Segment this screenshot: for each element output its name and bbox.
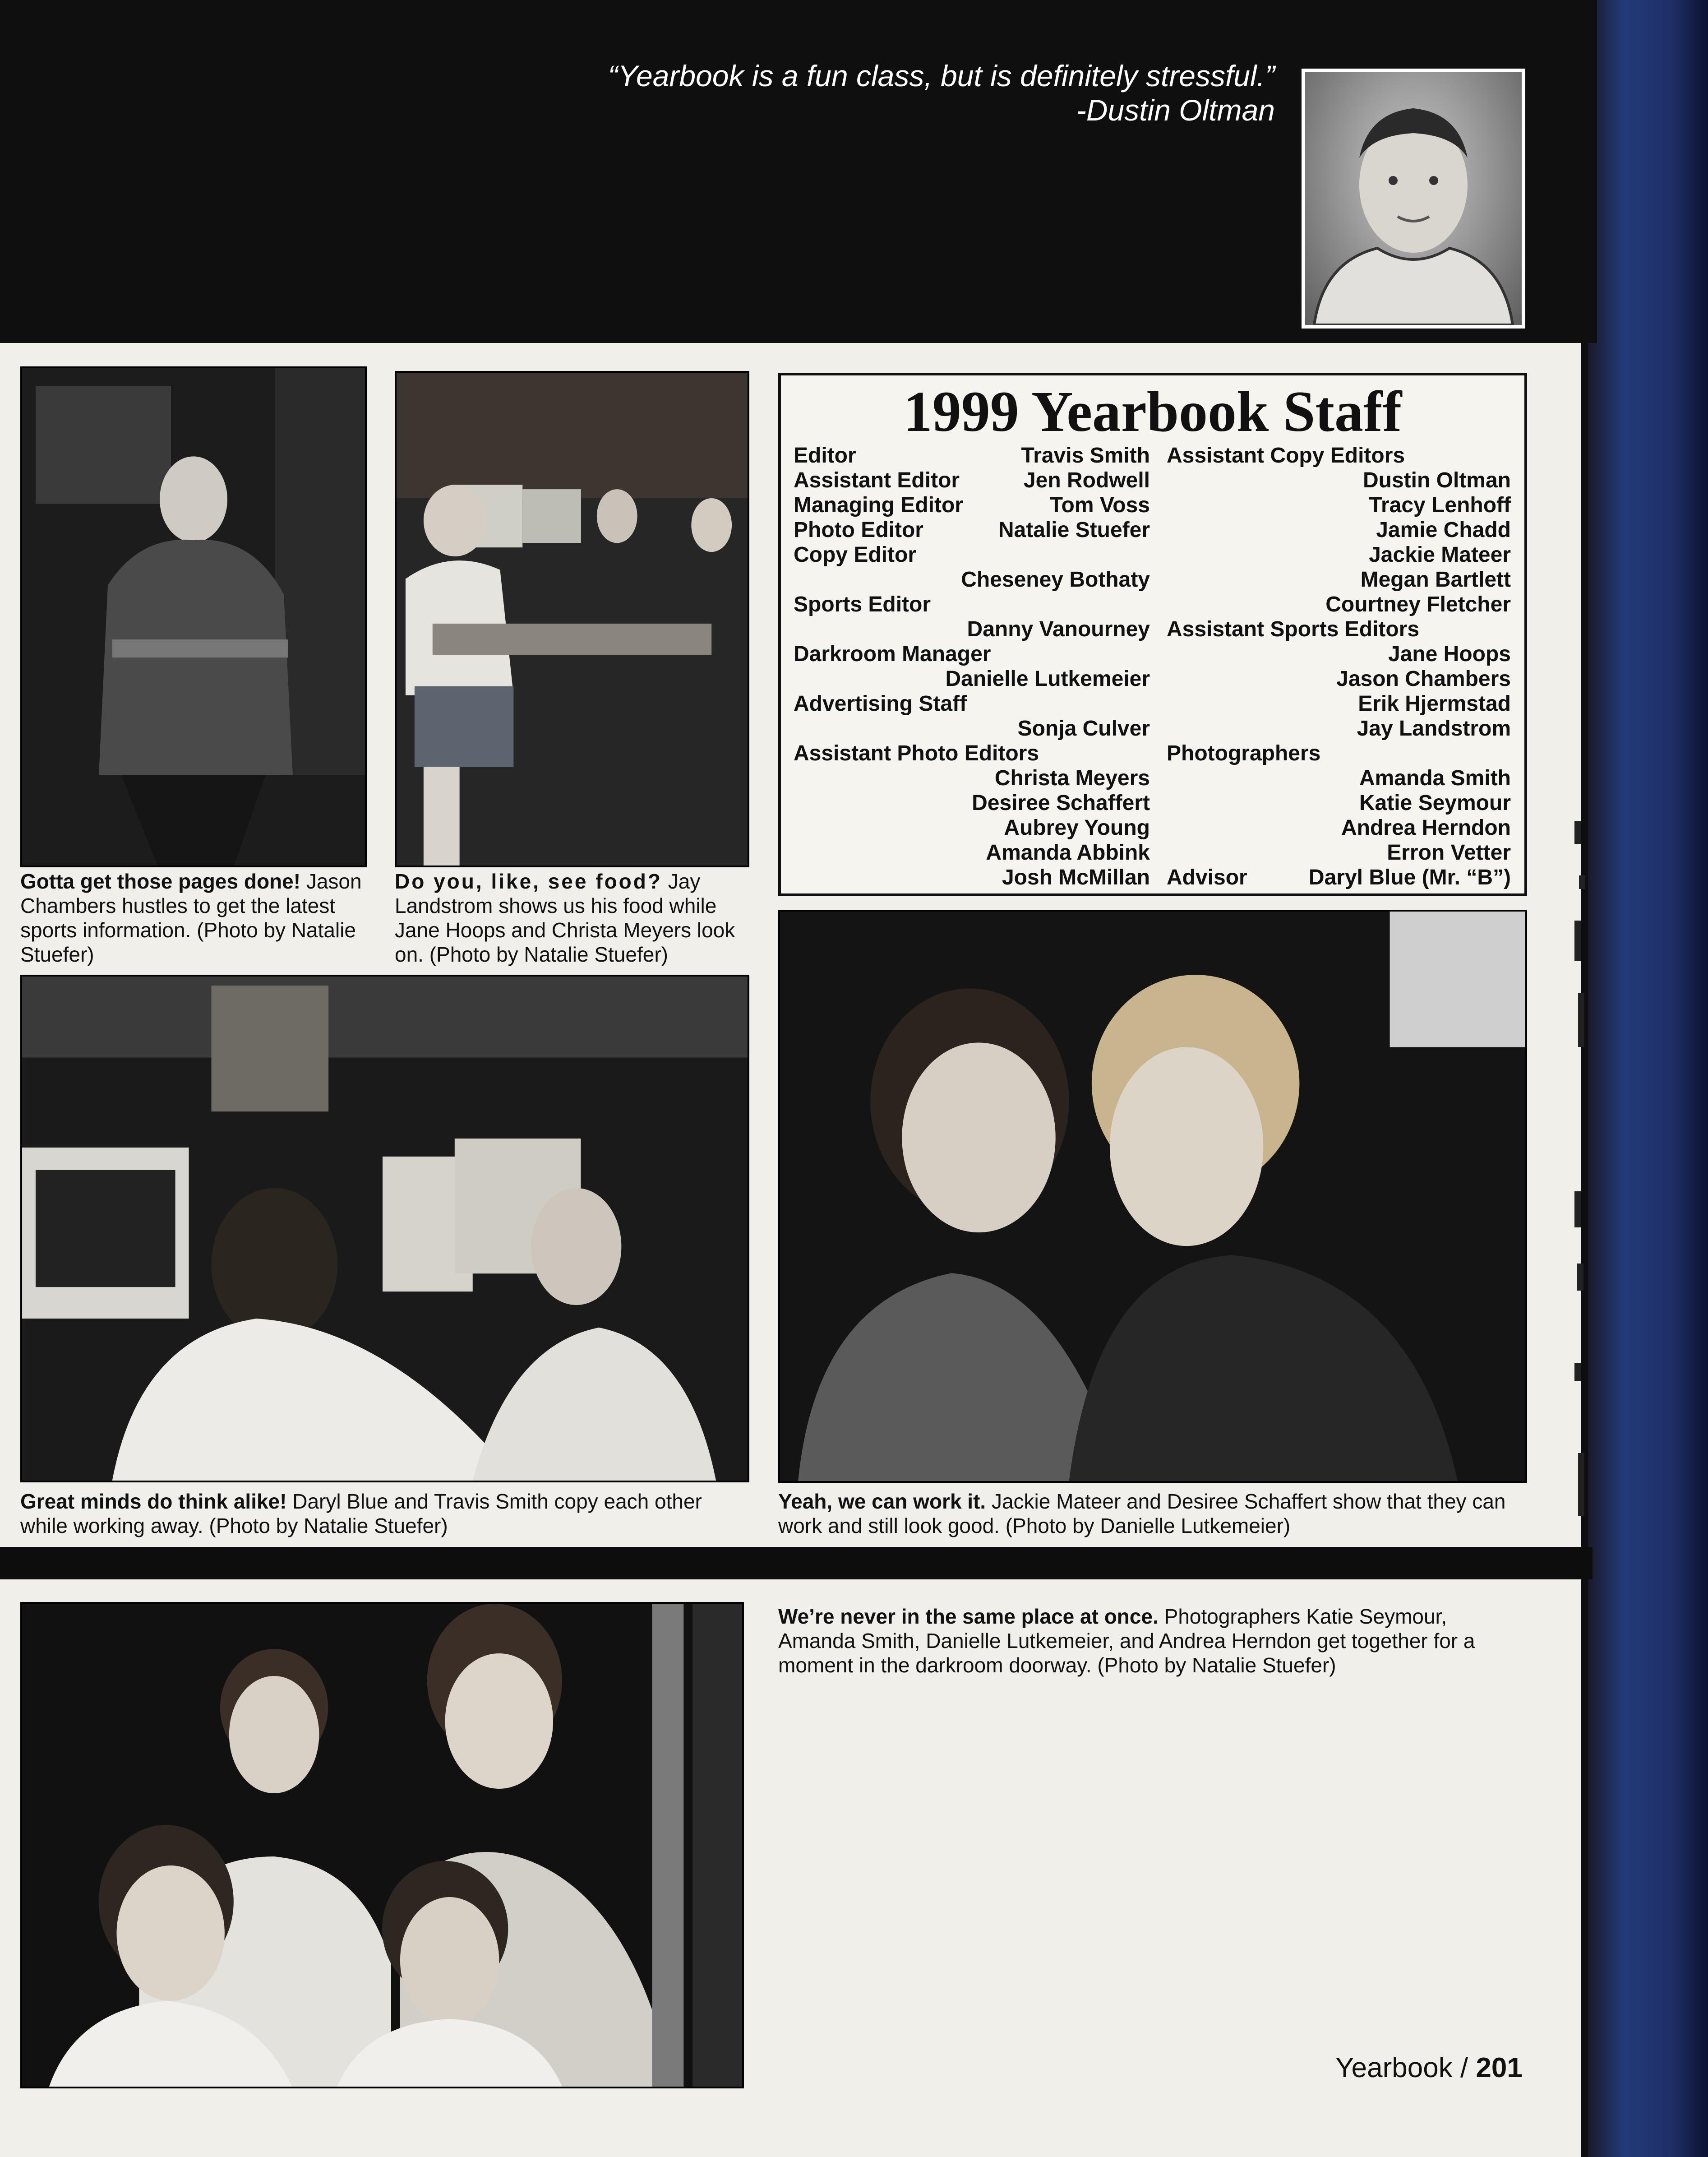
caption-3 — [20, 1489, 749, 1538]
staff-role: Copy Editor — [794, 543, 916, 567]
staff-name: Courtney Fletcher — [1325, 592, 1511, 616]
staff-name: Daryl Blue (Mr. “B”) — [1308, 866, 1511, 889]
photo-image — [22, 1604, 742, 2087]
portrait-image — [1305, 72, 1522, 325]
staff-name: Aubrey Young — [1004, 816, 1150, 840]
caption-5 — [778, 1604, 1527, 1677]
caption-5-lead: We’re never in the same place at once. — [778, 1605, 1159, 1628]
staff-name: Jen Rodwell — [1023, 468, 1150, 492]
margin-marks — [1574, 803, 1602, 1525]
photo-image — [22, 368, 365, 866]
caption-3-text: Daryl Blue and Travis Smith copy each other while working away. (Photo by Natalie Stuefer) — [20, 1490, 702, 1537]
caption-4 — [778, 1489, 1527, 1538]
staff-name: Josh McMillan — [1002, 866, 1150, 889]
staff-name: Danielle Lutkemeier — [945, 667, 1150, 691]
staff-name: Jamie Chadd — [1376, 518, 1511, 542]
staff-title: 1999 Yearbook Staff — [903, 380, 1402, 444]
staff-box — [778, 373, 1527, 896]
staff-name: Erron Vetter — [1387, 841, 1511, 865]
staff-name: Cheseney Bothaty — [961, 568, 1150, 592]
staff-name: Amanda Abbink — [986, 841, 1150, 865]
staff-name: Christa Meyers — [994, 766, 1150, 790]
staff-role: Photo Editor — [794, 518, 923, 542]
divider-rule — [0, 1547, 1593, 1579]
photo-jackie-mateer-desiree-schaffert — [778, 910, 1527, 1483]
photo-image — [780, 912, 1525, 1481]
staff-name: Dustin Oltman — [1362, 468, 1511, 492]
staff-role: Editor — [794, 444, 856, 468]
portrait-photo — [1302, 69, 1525, 329]
staff-role: Advertising Staff — [794, 692, 967, 716]
caption-5-text: Photographers Katie Seymour, Amanda Smith, Danielle Lutkemeier, and Andrea Herndon get together for a moment in the darkroom doorway. (Photo by Natalie Stuefer) — [778, 1605, 1475, 1677]
staff-name: Travis Smith — [1021, 444, 1150, 468]
staff-role: Sports Editor — [794, 592, 931, 616]
photo-daryl-blue-travis-smith — [20, 975, 749, 1482]
staff-name: Amanda Smith — [1359, 766, 1511, 790]
page-number-value: 201 — [1476, 2052, 1523, 2083]
staff-name: Jackie Mateer — [1369, 543, 1511, 567]
section-label: Yearbook / — [1335, 2052, 1476, 2083]
staff-role: Assistant Copy Editors — [1167, 444, 1405, 468]
quote-text: “Yearbook is a fun class, but is definitely stressful.” — [608, 59, 1275, 93]
staff-name: Andrea Herndon — [1341, 816, 1511, 840]
staff-role: Photographers — [1167, 741, 1321, 765]
page-number — [1335, 2052, 1523, 2084]
caption-2-lead: Do you, like, see food? — [395, 870, 662, 893]
photo-image — [397, 373, 748, 866]
photo-jason-chambers — [20, 366, 367, 867]
caption-4-lead: Yeah, we can work it. — [778, 1490, 986, 1513]
caption-1-text: Jason Chambers hustles to get the latest sports information. (Photo by Natalie Stuefer) — [20, 870, 362, 966]
caption-1 — [20, 869, 367, 967]
staff-name: Katie Seymour — [1359, 791, 1511, 815]
staff-role: Managing Editor — [794, 493, 963, 517]
staff-name: Erik Hjermstad — [1358, 692, 1511, 716]
staff-name: Tom Voss — [1049, 493, 1150, 517]
staff-name: Jason Chambers — [1336, 667, 1511, 691]
quote-attribution: -Dustin Oltman — [1076, 93, 1275, 127]
caption-2-text: Jay Landstrom shows us his food while Jane Hoops and Christa Meyers look on. (Photo by Natalie Stuefer) — [395, 870, 735, 966]
pull-quote — [237, 59, 1275, 127]
staff-role: Darkroom Manager — [794, 642, 991, 666]
staff-name: Desiree Schaffert — [972, 791, 1150, 815]
staff-role: Advisor — [1167, 866, 1247, 889]
photo-jay-landstrom — [395, 371, 749, 867]
staff-role: Assistant Sports Editors — [1167, 617, 1420, 641]
staff-role: Assistant Photo Editors — [794, 741, 1039, 765]
staff-name: Tracy Lenhoff — [1369, 493, 1511, 517]
staff-role: Assistant Editor — [794, 468, 960, 492]
staff-name: Natalie Stuefer — [998, 518, 1150, 542]
staff-name: Danny Vanourney — [967, 617, 1150, 641]
caption-4-text: Jackie Mateer and Desiree Schaffert show that they can work and still look good. (Photo by Danielle Lutkemeier) — [778, 1490, 1506, 1537]
staff-name: Jay Landstrom — [1357, 717, 1511, 741]
staff-name: Sonja Culver — [1017, 717, 1150, 741]
photo-image — [22, 977, 748, 1481]
photo-photographers — [20, 1602, 744, 2088]
caption-3-lead: Great minds do think alike! — [20, 1490, 287, 1513]
caption-2 — [395, 869, 749, 967]
staff-name: Jane Hoops — [1388, 642, 1511, 666]
book-spine — [1588, 0, 1708, 2157]
caption-1-lead: Gotta get those pages done! — [20, 870, 301, 893]
staff-name: Megan Bartlett — [1360, 568, 1511, 592]
